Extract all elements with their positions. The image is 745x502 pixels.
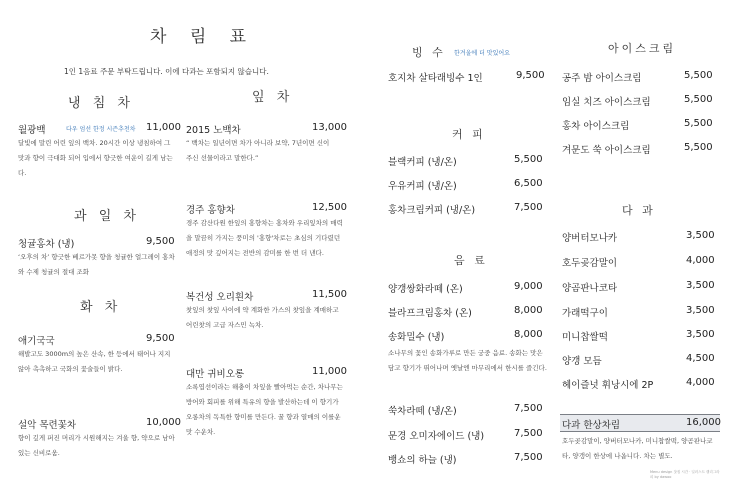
menu-item-description: 찻잎의 찻잎 사이에 약 계화한 가스의 찻잎을 계매하고 어린찻의 고급 자스민 녹차.	[186, 306, 339, 329]
bingsu-tag: 한겨울에 더 맛있어요	[454, 50, 510, 57]
menu-item-name: 청귤홍차 (냉)	[18, 239, 75, 250]
menu-item-price: 9,500	[146, 236, 175, 247]
menu-item-description: “ 백차는 일년이면 차가 아니라 보약, 7년이면 신이 주신 선물이라고 말한다.”	[186, 139, 330, 162]
menu-item-price: 12,500	[312, 202, 347, 213]
section-heading-leaf-tea: 잎 차	[252, 90, 294, 105]
section-heading-flower-tea: 화 차	[80, 300, 122, 315]
menu-item-price: 11,500	[312, 289, 347, 300]
menu-item-price: 13,000	[312, 122, 347, 133]
menu-item-name: 임실 치즈 아이스크림	[562, 97, 651, 108]
page-title: 차 림 표	[150, 27, 256, 47]
menu-item-description: 해발고도 3000m의 높은 산속, 한 등에서 태어나 지지 않아 촉촉하고 국화의 꽃술들이 밝다.	[18, 350, 171, 373]
menu-item-name: 블라프크림홍차 (온)	[388, 308, 472, 319]
menu-item-price: 3,500	[686, 280, 715, 291]
menu-item-price: 7,500	[514, 202, 543, 213]
menu-item-price: 9,500	[146, 333, 175, 344]
section-heading-beverage: 음 료	[454, 254, 488, 267]
menu-item-name: 양갱 모듬	[562, 356, 602, 367]
menu-item-price: 6,500	[514, 178, 543, 189]
menu-item-name: 헤이즐넛 휘낭시에 2P	[562, 380, 654, 391]
menu-item-price: 3,500	[686, 305, 715, 316]
menu-item-price: 5,500	[684, 118, 713, 129]
menu-item-name: 애기국국	[18, 336, 55, 347]
section-heading-fruit-tea: 과 일 차	[74, 209, 140, 224]
menu-item-description: 향이 깊게 퍼진 머리가 시원해지는 겨울 향, 약으로 남아있는 신비로움.	[18, 434, 175, 457]
menu-item-name: 문경 오미자에이드 (냉)	[388, 431, 485, 442]
menu-item-name: 가래떡구이	[562, 308, 608, 319]
menu-item-name: 월광백	[18, 125, 46, 136]
menu-item-name: 호두곶감말이	[562, 258, 618, 269]
menu-item-name: 송화밀수 (냉)	[388, 332, 445, 343]
menu-item-name: 호지차 살타래빙수 1인	[388, 73, 483, 84]
menu-item-name: 뱅쇼의 하늘 (냉)	[388, 455, 457, 466]
menu-item-name: 미니찹쌀떡	[562, 332, 608, 343]
menu-item-description: ‘오후의 차’ 향긋한 베르가못 향을 청귤한 얼그레이 홍차와 수제 청귤의 절대 조화	[18, 253, 175, 276]
menu-item-price: 4,000	[686, 255, 715, 266]
menu-item-name: 2015 노백차	[186, 125, 241, 136]
menu-item-price: 5,500	[514, 154, 543, 165]
menu-item-price: 7,500	[514, 428, 543, 439]
menu-item-name: 겨문도 쑥 아이스크림	[562, 145, 651, 156]
menu-item-price: 3,500	[686, 230, 715, 241]
menu-item-name: 홍차 아이스크림	[562, 121, 630, 132]
menu-item-price: 11,000	[146, 122, 181, 133]
menu-item-name: 양곰판나코타	[562, 283, 618, 294]
menu-item-name: 공주 밤 아이스크림	[562, 73, 642, 84]
menu-item-price: 3,500	[686, 329, 715, 340]
menu-item-name: 쑥차라떼 (냉/온)	[388, 406, 457, 417]
menu-item-price: 5,500	[684, 142, 713, 153]
menu-item-price: 7,500	[514, 452, 543, 463]
menu-item-name: 양버터모나카	[562, 233, 618, 244]
menu-item-name: 우유커피 (냉/온)	[388, 181, 457, 192]
menu-item-price: 4,000	[686, 377, 715, 388]
menu-item-price: 8,000	[514, 305, 543, 316]
section-heading-bingsu: 빙 수	[412, 46, 446, 59]
menu-item-description: 소나무의 꽃인 송화가루로 만든 궁중 음료. 송화는 맛은 담고 향기가 뛰어나며 옛날엔 마무리에서 한시를 즐긴다.	[388, 349, 547, 372]
menu-item-name: 설악 목련꽃차	[18, 420, 77, 431]
menu-item-name: 홍차크림커피 (냉/온)	[388, 205, 476, 216]
order-notice: 1인 1음료 주문 부탁드립니다. 이에 다과는 포함되지 않습니다.	[64, 67, 269, 76]
menu-item-price: 9,500	[516, 70, 545, 81]
menu-item-description: 달빛에 말린 어린 잎의 백차. 20시간 이상 냉침하여 그 맛과 향이 극대화 되어 입에서 향긋한 여운이 길게 남는다.	[18, 139, 173, 177]
menu-item-name: 복건성 오리흰차	[186, 292, 254, 303]
menu-item-description: 경주 감산다원 한잎의 홍향차는 홍차와 우리잎차의 매력을 말끔히 가지는 풍미의 '홍향'차로는 초심의 기다렸던 애정의 맛 깊어지는 전반의 감미를 한 번 더 낸다.	[186, 219, 343, 257]
menu-item-price: 11,000	[312, 366, 347, 377]
menu-item-name: 대만 귀비오롱	[186, 369, 245, 380]
dessert-set-description: 호두곶감말이, 양버터모나카, 미니찹쌀떡, 양곰판나코타, 양갱이 한상에 나옵니다. 차는 별도.	[562, 437, 713, 460]
section-heading-coffee: 커 피	[452, 128, 486, 141]
menu-item-price: 9,000	[514, 281, 543, 292]
section-heading-dessert: 다 과	[622, 204, 656, 217]
recommend-tag: 다우 엄선 한정 시즌추천차	[66, 126, 136, 133]
menu-item-description: 소록엽선이라는 해충이 차잎을 빨아먹는 순간, 차나무는 방어와 회피를 위해 특유의 향을 발산하는데 이 향기가 오롱차의 독특한 향미를 만든다. 꿀 향과 열매의 이를운 맛 수운차.	[186, 383, 343, 436]
dessert-set-name: 다과 한상차림	[562, 420, 621, 431]
menu-item-price: 7,500	[514, 403, 543, 414]
menu-item-name: 블랙커피 (냉/온)	[388, 157, 457, 168]
menu-item-name: 경주 홍향차	[186, 205, 235, 216]
dessert-set-price: 16,000	[686, 417, 721, 428]
menu-item-price: 8,000	[514, 329, 543, 340]
section-heading-icecream: 아이스크림	[608, 42, 677, 55]
section-heading-cold-tea: 냉 침 차	[68, 96, 134, 111]
menu-item-name: 양갱쌍화라떼 (온)	[388, 284, 463, 295]
menu-item-price: 10,000	[146, 417, 181, 428]
menu-item-price: 4,500	[686, 353, 715, 364]
menu-item-price: 5,500	[684, 70, 713, 81]
menu-item-price: 5,500	[684, 94, 713, 105]
design-credit: Menu design 찻집 시간 · 일러스트 캘리그라피 by dawoo	[650, 470, 720, 479]
